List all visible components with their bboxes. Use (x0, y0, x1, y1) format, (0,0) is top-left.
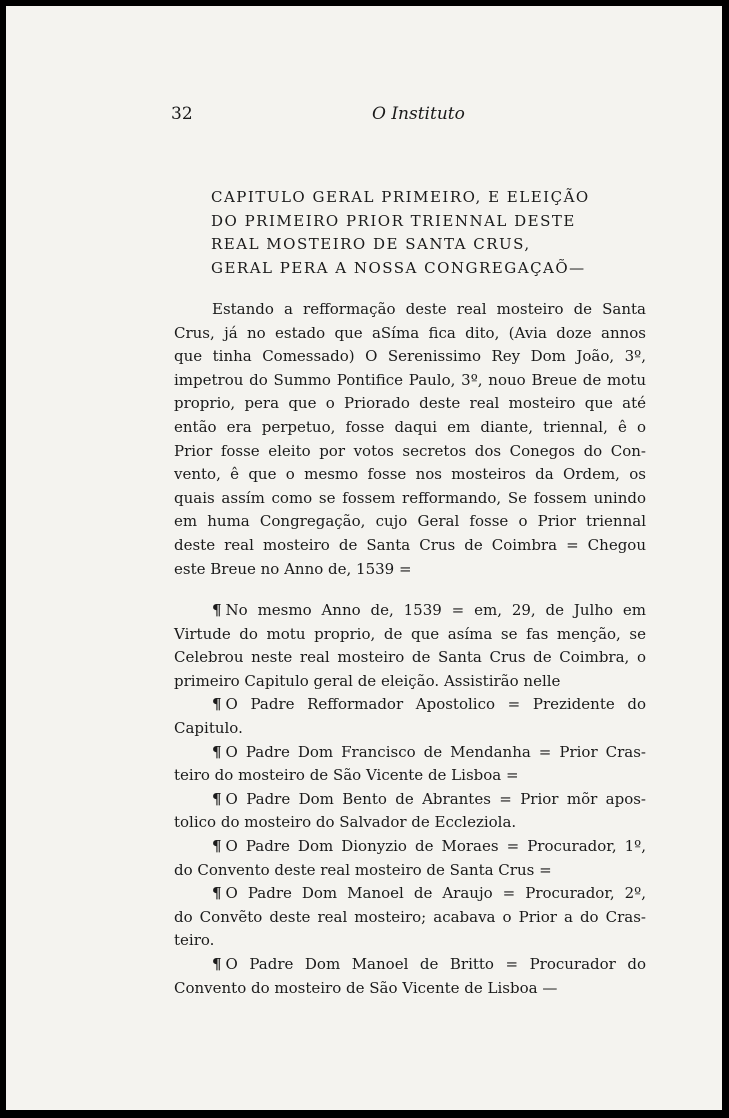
paragraph-2 (174, 599, 646, 1000)
text-line: impetrou do Summo Pontifice Paulo, 3º, nouo Breue de motu (174, 370, 646, 389)
pilcrow-icon: ¶ (212, 789, 222, 808)
heading-line: DO PRIMEIRO PRIOR TRIENNAL DESTE (211, 211, 576, 230)
pilcrow-icon: ¶ (212, 836, 222, 855)
text-line: tolico do mosteiro do Salvador de Eccleziola. (174, 813, 517, 832)
text-line: Capitulo. (174, 718, 243, 737)
text-line: Estando a refformação deste real mosteiro de Santa (212, 300, 646, 318)
text-line: proprio, pera que o Priorado deste real mosteiro que até (174, 394, 646, 413)
text-line: Prior fosse eleito por votos secretos dos Conegos do Con- (174, 441, 646, 460)
pilcrow-icon: ¶ (212, 954, 222, 973)
heading-line: REAL MOSTEIRO DE SANTA CRUS, (211, 235, 531, 253)
text-line: vento, ê que o mesmo fosse nos mosteiros da Ordem, os (174, 465, 646, 484)
text-line: O Padre Dom Manoel de Araujo = Procurador, 2º, (225, 884, 646, 903)
text-line: então era perpetuo, fosse daqui em diante, triennal, ê o (174, 417, 646, 436)
text-line: No mesmo Anno de, 1539 = em, 29, de Julho em (225, 601, 646, 619)
text-line: primeiro Capitulo geral de eleição. Assistirão nelle (174, 671, 561, 690)
chapter-heading (211, 186, 606, 280)
text-line: O Padre Refformador Apostolico = Prezidente do (225, 695, 646, 714)
text-line: quais assím como se fossem refformando, Se fossem unindo (174, 488, 646, 507)
book-page (6, 6, 722, 1110)
pilcrow-icon: ¶ (212, 695, 222, 714)
text-line: O Padre Dom Bento de Abrantes = Prior mõr apos- (225, 789, 646, 808)
text-line: que tinha Comessado) O Serenissimo Rey Dom João, 3º, (174, 347, 646, 366)
text-line: em huma Congregação, cujo Geral fosse o Prior triennal (174, 512, 646, 531)
text-line: do Convento deste real mosteiro de Santa Crus = (174, 860, 552, 879)
heading-line: GERAL PERA A NOSSA CONGREGAÇAÕ— (211, 258, 586, 277)
paragraph-1 (174, 298, 646, 581)
text-line: O Padre Dom Manoel de Britto = Procurador do (225, 954, 646, 973)
running-title: O Instituto (372, 104, 465, 124)
text-line: teiro do mosteiro de São Vicente de Lisboa = (174, 766, 519, 785)
text-line: Convento do mosteiro de São Vicente de Lisboa — (174, 978, 558, 997)
text-line: O Padre Dom Francisco de Mendanha = Prior Cras- (225, 742, 646, 761)
text-line: Celebrou neste real mosteiro de Santa Crus de Coimbra, o (174, 648, 646, 667)
text-line: este Breue no Anno de, 1539 = (174, 559, 412, 578)
pilcrow-icon: ¶ (212, 884, 222, 903)
pilcrow-icon: ¶ (212, 742, 222, 761)
text-line: do Convẽto deste real mosteiro; acabava o Prior a do Cras- (174, 907, 646, 926)
text-line: Virtude do motu proprio, de que asíma se fas menção, se (174, 624, 646, 643)
text-line: Crus, já no estado que aSíma fica dito, (Avia doze annos (174, 323, 646, 342)
heading-line: CAPITULO GERAL PRIMEIRO, E ELEIÇÃO (211, 188, 590, 206)
text-line: O Padre Dom Dionyzio de Moraes = Procurador, 1º, (225, 836, 646, 855)
text-line: deste real mosteiro de Santa Crus de Coimbra = Chegou (174, 535, 646, 554)
page-number: 32 (171, 104, 193, 124)
pilcrow-icon: ¶ (212, 601, 222, 619)
text-line: teiro. (174, 931, 215, 950)
